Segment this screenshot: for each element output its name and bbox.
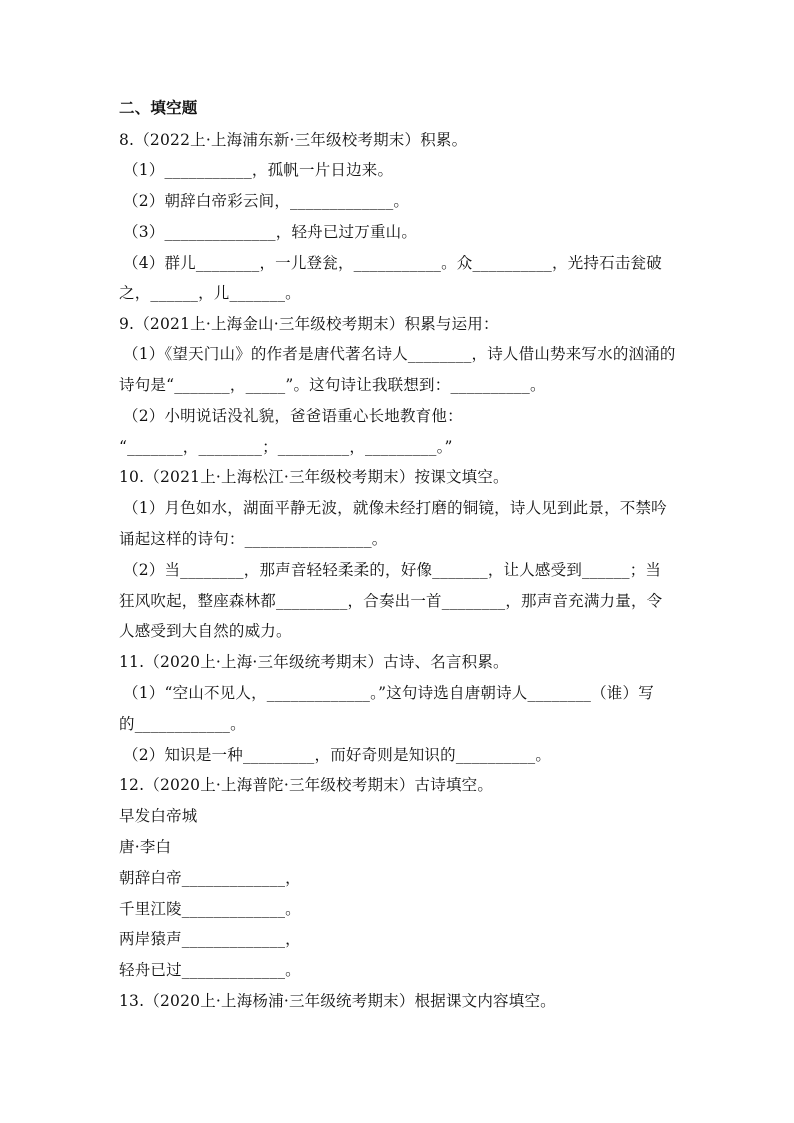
question-11-header: 11.（2020上·上海·三年级统考期末）古诗、名言积累。 <box>119 653 509 671</box>
q8-item-4: （4）群儿________，一儿登瓮，___________。众__________，光持石击瓮破 <box>123 254 662 272</box>
poem-line-1: 朝辞白帝_____________， <box>119 869 301 887</box>
q8-item-2: （2）朝辞白帝彩云间，_____________。 <box>123 192 410 210</box>
question-12-header: 12.（2020上·上海普陀·三年级校考期末）古诗填空。 <box>119 776 494 794</box>
poem-line-3: 两岸猿声_____________， <box>119 930 301 948</box>
q10-item-1-cont: 诵起这样的诗句：________________。 <box>119 530 388 548</box>
q9-item-1: （1）《望天门山》的作者是唐代著名诗人________，诗人借山势来写水的汹涌的 <box>123 345 676 363</box>
question-10-header: 10.（2021上·上海松江·三年级校考期末）按课文填空。 <box>119 468 509 486</box>
q9-item-2: （2）小明说话没礼貌，爸爸语重心长地教育他： <box>123 407 463 425</box>
q9-item-2-cont: “_______，________；_________，_________。” <box>119 438 453 456</box>
question-9-header: 9.（2021上·上海金山·三年级校考期末）积累与运用： <box>119 315 499 333</box>
q10-item-2: （2）当________，那声音轻轻柔柔的，好像_______，让人感受到______；当 <box>123 561 662 579</box>
q11-item-1: （1）“空山不见人，_____________。”这句诗选自唐朝诗人________（谁）写 <box>123 684 654 702</box>
q8-item-4-cont: 之，______，儿_______。 <box>119 284 301 302</box>
poem-author: 唐·李白 <box>119 838 172 856</box>
q11-item-2: （2）知识是一种_________，而好奇则是知识的__________。 <box>123 746 552 764</box>
q9-item-1-cont: 诗句是“_______，_____”。这句诗让我联想到：__________。 <box>119 376 546 394</box>
question-13-header: 13.（2020上·上海杨浦·三年级统考期末）根据课文内容填空。 <box>119 992 556 1010</box>
poem-title: 早发白帝城 <box>119 807 198 825</box>
q8-item-3: （3）______________，轻舟已过万重山。 <box>123 223 418 241</box>
q8-item-1: （1）___________，孤帆一片日边来。 <box>123 161 394 179</box>
poem-line-4: 轻舟已过_____________。 <box>119 961 301 979</box>
q10-item-2-cont: 狂风吹起，整座森林都_________，合奏出一首________，那声音充满力量，令 <box>119 592 663 610</box>
q10-item-1: （1）月色如水，湖面平静无波，就像未经打磨的铜镜，诗人见到此景，不禁吟 <box>123 499 667 517</box>
question-8-header: 8.（2022上·上海浦东新·三年级校考期末）积累。 <box>119 131 468 149</box>
q10-item-2-cont-2: 人感受到大自然的威力。 <box>119 622 292 640</box>
q11-item-1-cont: 的____________。 <box>119 715 246 733</box>
section-title: 二、填空题 <box>119 98 198 117</box>
poem-line-2: 千里江陵_____________。 <box>119 900 301 918</box>
